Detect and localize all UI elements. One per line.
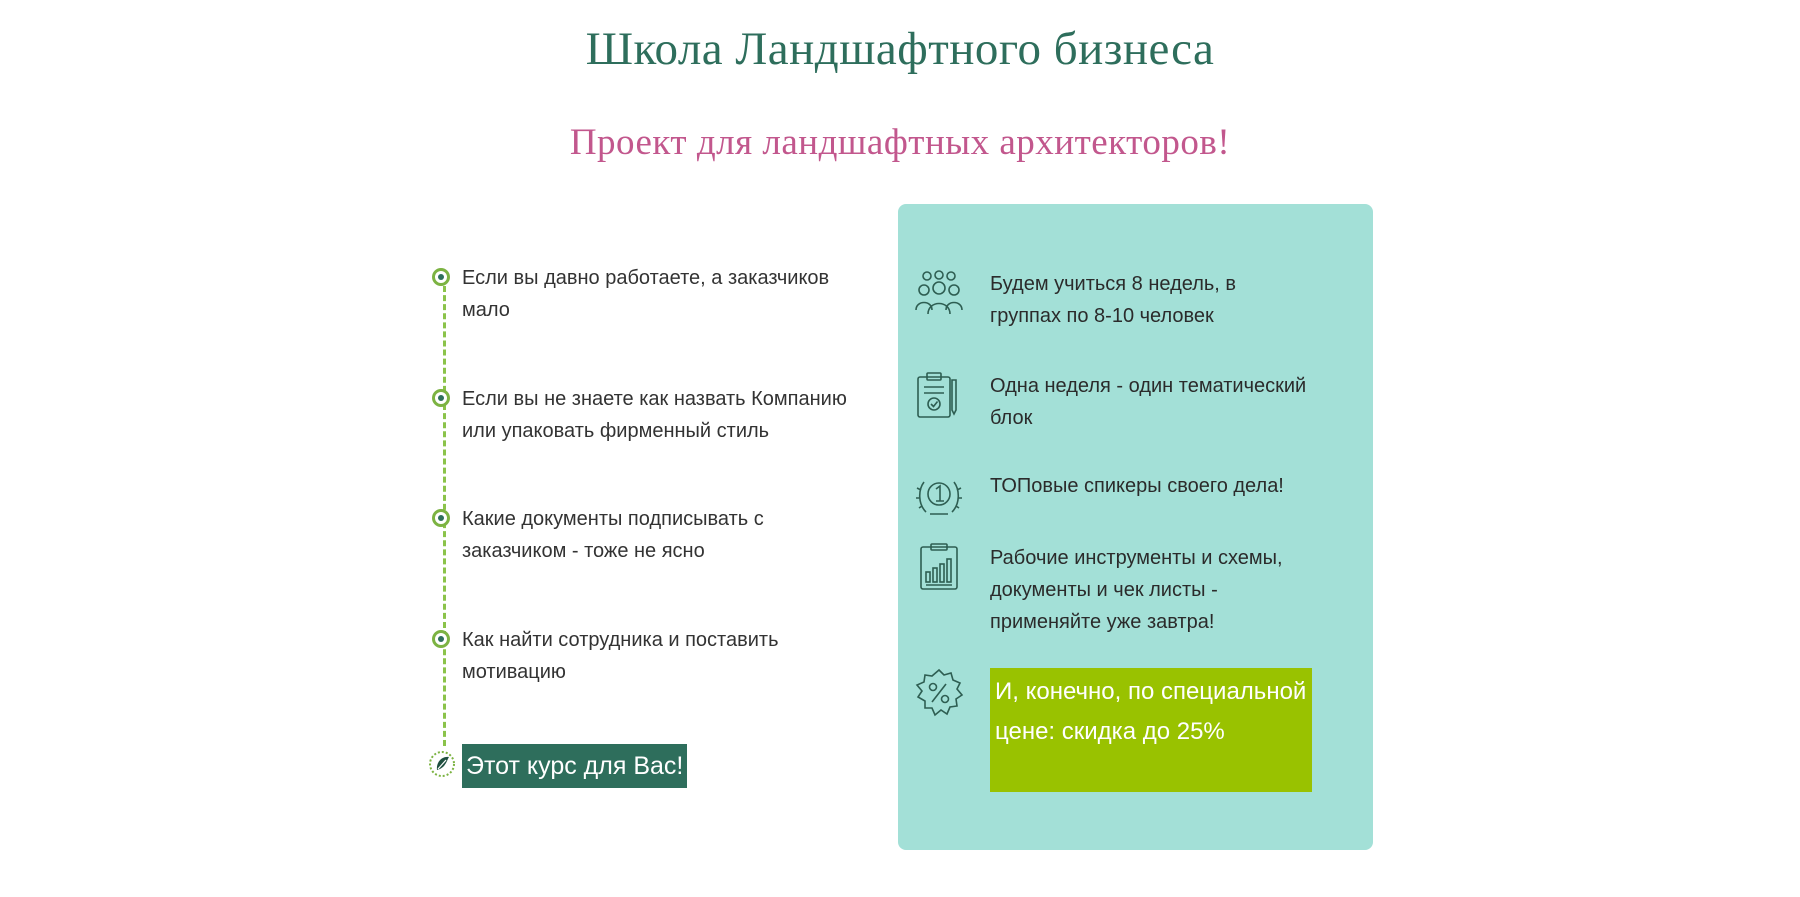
timeline-dot-icon [432, 630, 450, 648]
pain-point-text: Если вы не знаете как назвать Компанию или упаковать фирменный стиль [462, 388, 847, 442]
leaf-emblem-icon [428, 750, 456, 778]
feature-text: ТОПовые спикеры своего дела! [990, 475, 1284, 497]
course-for-you-button[interactable]: Этот курс для Вас! [462, 744, 687, 788]
pain-point-text: Как найти сотрудника и поставить мотивацию [462, 629, 779, 683]
pain-point-text: Если вы давно работаете, а заказчиков мало [462, 267, 830, 321]
percent-badge-icon [914, 668, 964, 718]
clipboard-check-icon [914, 370, 964, 420]
timeline-dot-icon [432, 389, 450, 407]
feature-text: Рабочие инструменты и схемы, документы и чек листы - применяйте уже завтра! [990, 547, 1283, 633]
laurel-first-place-icon [914, 470, 964, 520]
feature-text: Будем учиться 8 недель, в группах по 8-10 человек [990, 273, 1237, 327]
features-panel [898, 204, 1373, 850]
feature-text: Одна неделя - один тематический блок [990, 375, 1307, 429]
timeline-dot-icon [432, 268, 450, 286]
group-people-icon [914, 268, 964, 318]
pain-point-text: Какие документы подписывать с заказчиком - тоже не ясно [462, 508, 764, 562]
discount-offer-button[interactable]: И, конечно, по специальной цене: скидка до 25% [990, 668, 1312, 792]
report-chart-icon [914, 542, 964, 592]
page-title: Школа Ландшафтного бизнеса [585, 23, 1215, 75]
timeline-dot-icon [432, 509, 450, 527]
page-subtitle: Проект для ландшафтных архитекторов! [569, 122, 1231, 163]
